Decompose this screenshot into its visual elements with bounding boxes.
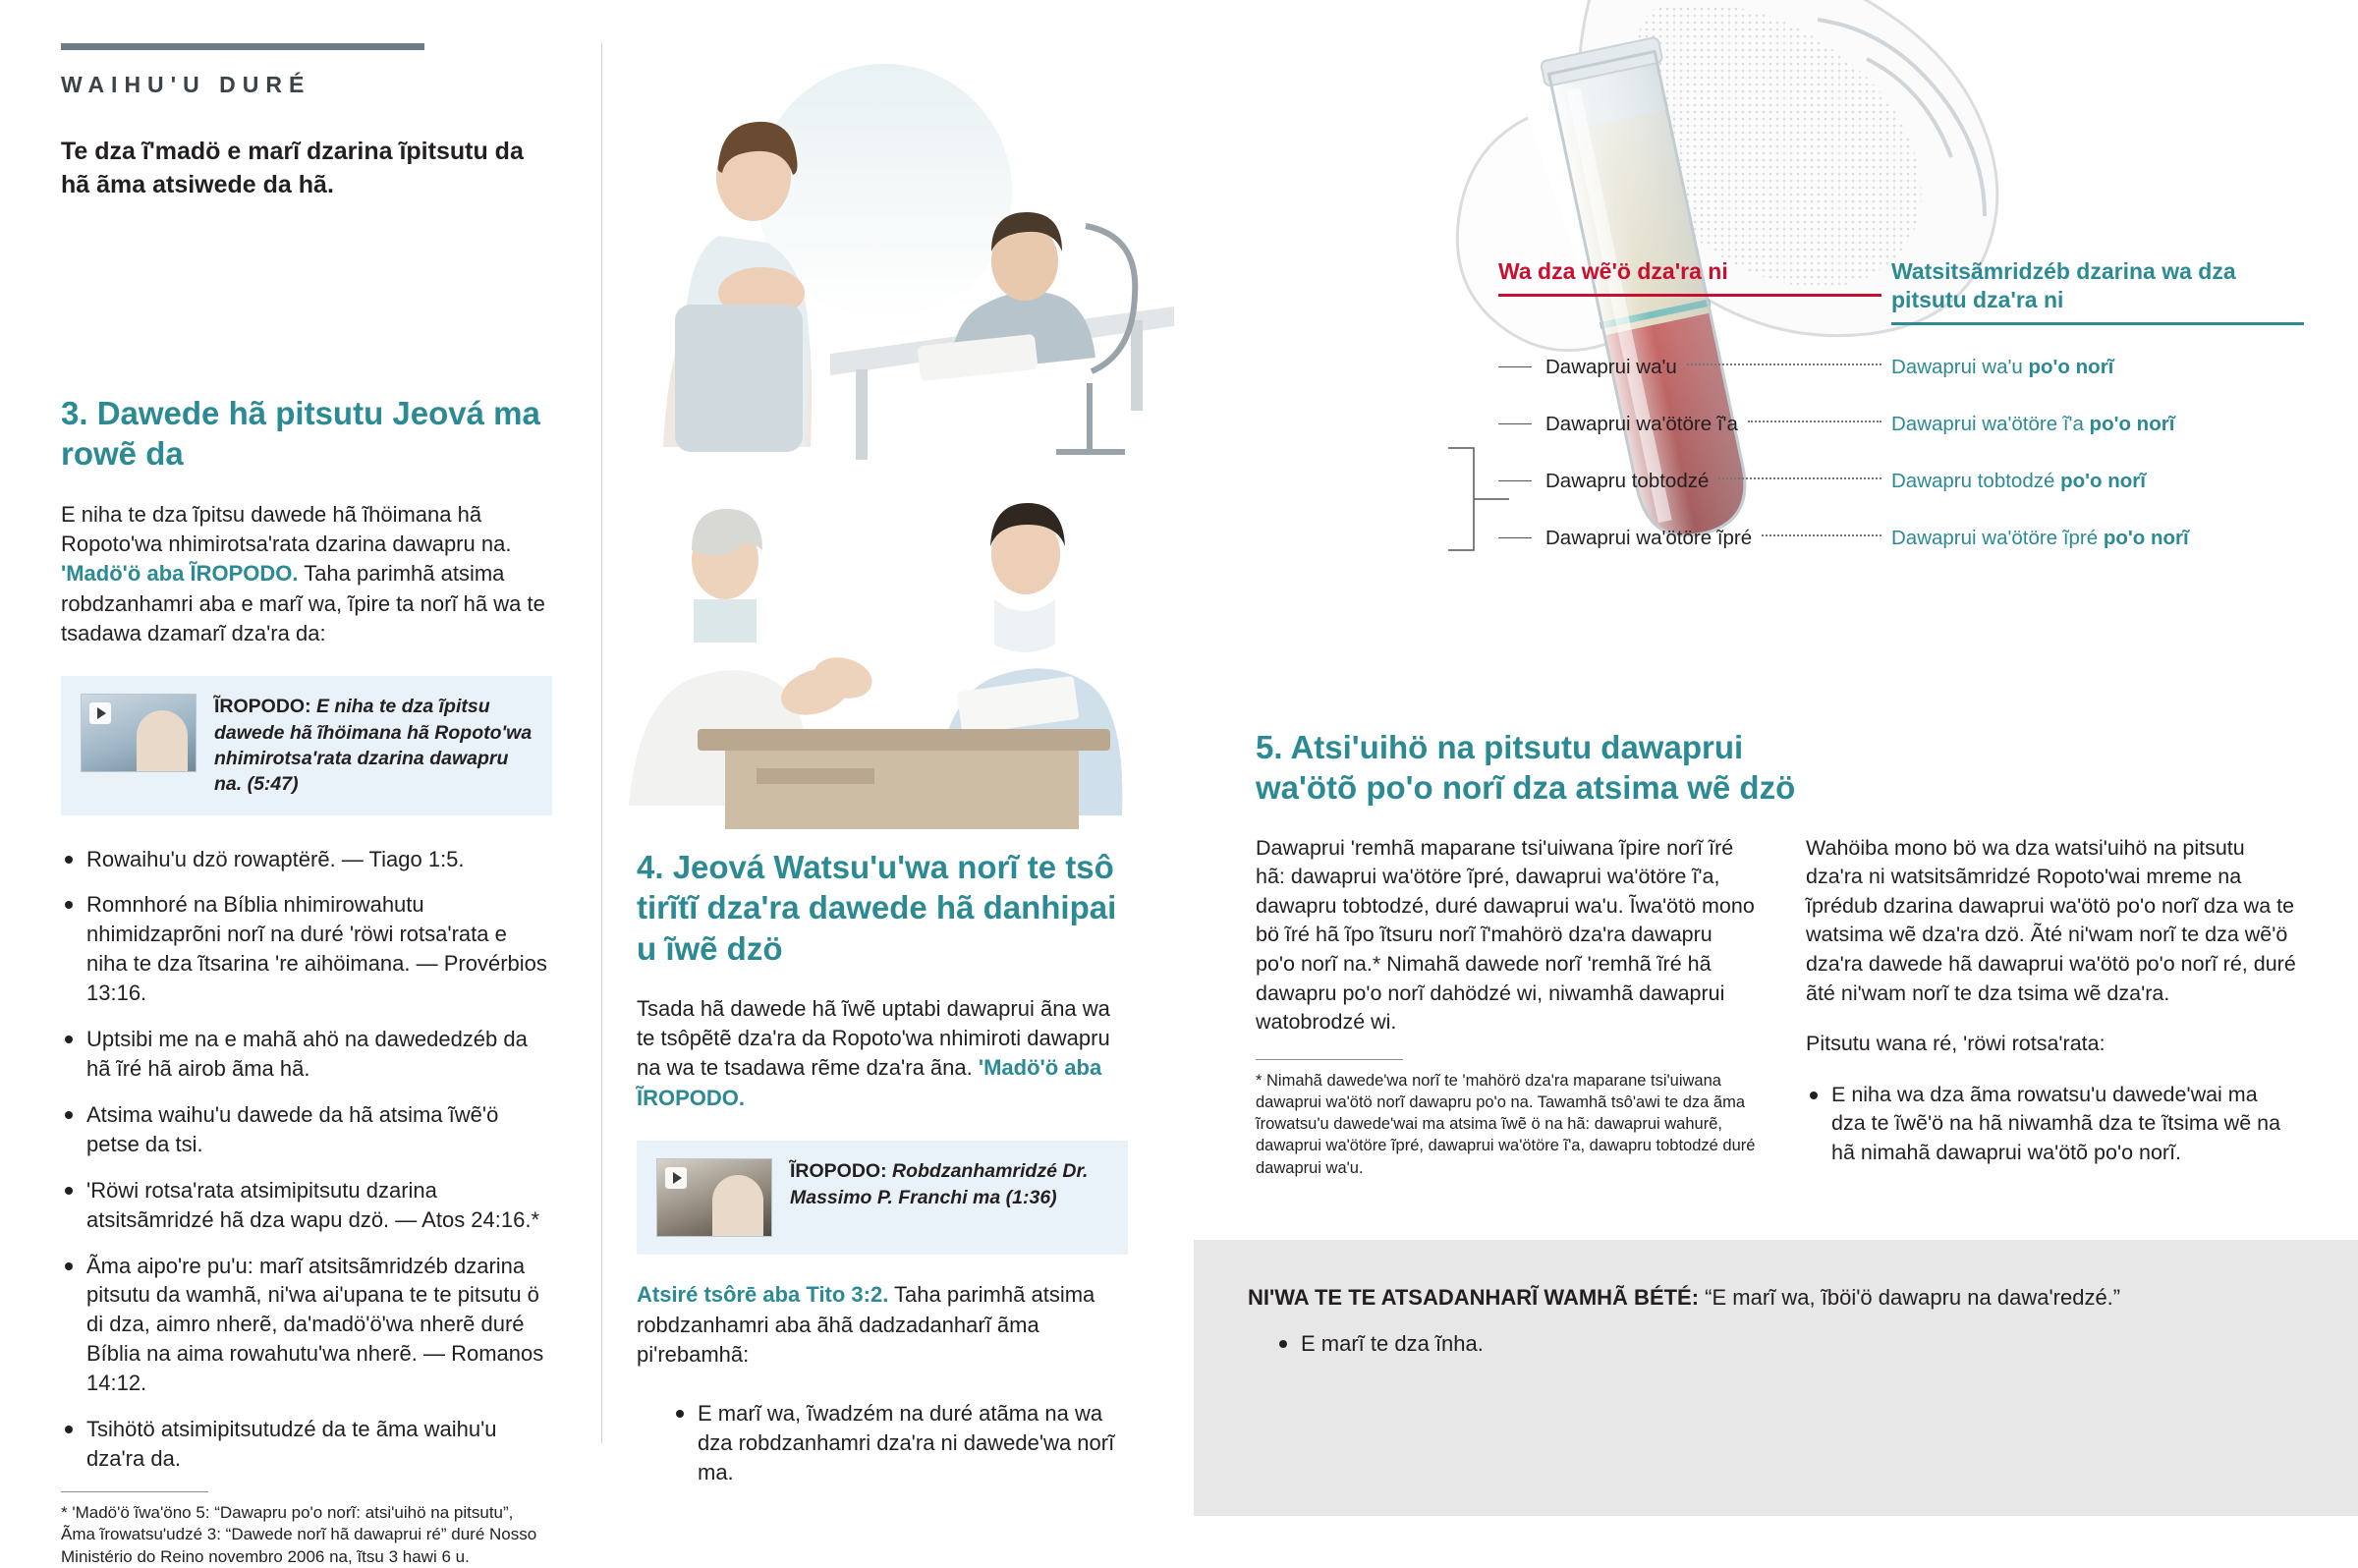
list-item: Romnhoré na Bíblia nhimirowahutu nhimidzaprõni norĩ na duré 'röwi rotsa'rata e niha te dza ĩtsarina 're aihöimana. — Provérbios 13:16. [61,890,552,1008]
section-5-col-1 [1256,834,1757,1184]
section-5-col1-para: Dawaprui 'remhã maparane tsi'uiwana ĩpire norĩ ĩré hã: dawaprui wa'ötöre ĩpré, dawaprui wa'ötöre ĩ'a, dawapru tobtodzé, duré dawaprui wa'u. Ĩwa'ötö mono bö ĩré hã ĩpo ĩtsuru norĩ ĩ'mahörö dza'ra dawapru po'o norĩ na.* Nimahã dawede norĩ 'remhã ĩré hã dawapru po'o norĩ dahödzé wi, niwamhã dawaprui watobrodzé wi. [1256,835,1755,1035]
bottom-callout-label: NI'WA TE TE ATSADANHARĨ WAMHÃ BÉTÉ: [1248,1285,1700,1310]
legend-right-bold: po'o norĩ [2089,412,2175,435]
section-4-heading: 4. Jeová Watsu'u'wa norĩ te tsô tirĩtĩ dza'ra dawede hã danhipai u ĩwẽ dzö [637,849,1117,967]
section-5-bullets [1806,1081,2287,1167]
legend-right-bold: po'o norĩ [2060,469,2146,492]
column-divider [601,43,602,1443]
section-5 [1256,727,2307,1184]
list-item: Tsihötö atsimipitsutudzé da te ãma waihu'u dza'ra da. [61,1415,552,1474]
left-column [61,43,572,202]
legend-right-bold: po'o norĩ [2103,526,2189,549]
section-4-para2-text: Taha parimhã atsima robdzanhamri aba ãhã dadzadanharĩ ãma pi'rebamhã: [637,1282,1095,1367]
section-5-columns [1256,834,2307,1184]
legend-right-label [1891,356,2314,379]
footnote-rule [1256,1059,1403,1060]
legend-row [1498,453,2333,510]
legend-right-plain: Dawaprui wa'u [1891,355,2029,378]
video-caption-1 [214,694,533,797]
list-item: Atsima waihu'u dawede da hã atsima ĩwẽ'ö petse da tsi. [61,1100,552,1159]
section-3-video-link[interactable]: 'Madö'ö aba ĨROPODO. [61,561,299,587]
video-text-1: E niha te dza ĩpitsu dawede hã ĩhöimana hã Ropoto'wa nhimirotsa'rata dzarina dawapru na. (5:47) [214,696,533,796]
leader-line [1498,423,1532,424]
legend-right-plain: Dawaprui wa'ötöre ĩ'a [1891,412,2090,435]
legend-left-label: Dawaprui wa'ötöre ĩpré [1545,526,1753,549]
dotted-leader [1718,477,1881,479]
scripture-link-tito[interactable]: Atsiré tsôrē aba Tito 3:2. [637,1282,889,1308]
thumbnail-person [712,1175,763,1236]
legend-header-left: Wa dza wẽ'ö dza'ra ni [1498,258,1728,284]
section-4-paragraph-2 [637,1280,1128,1370]
section-4-video-link[interactable]: 'Madö'ö aba ĨROPODO. [637,1055,1102,1110]
bottom-callout-box [1194,1240,2358,1516]
legend-row [1498,339,2333,396]
leader-line [1498,366,1532,367]
legend-headers [1498,257,2333,325]
legend-header-left-rule [1498,294,1881,297]
play-icon[interactable] [89,702,111,724]
video-thumbnail-2[interactable] [656,1158,772,1237]
list-item: E marĩ wa, ĩwadzém na duré atãma na wa dza robdzanhamri dza'ra ni dawede'wa norĩ ma. [672,1399,1134,1487]
video-box-2[interactable] [637,1141,1128,1255]
list-item: 'Röwi rotsa'rata atsimipitsutu dzarina atsitsãmridzé hã dza wapu dzö. — Atos 24:16.* [61,1176,552,1235]
legend-bracket [1444,440,1513,558]
play-icon[interactable] [665,1167,687,1189]
section-3 [61,393,572,1568]
section-3-para-part1: E niha te dza ĩpitsu dawede hã ĩhöimana hã Ropoto'wa nhimirotsa'rata dzarina dawapru na. [61,501,512,556]
legend-right-label [1891,413,2314,436]
section-3-para-part2: Taha parimhã atsima robdzanhamri aba e marĩ wa, ĩpire ta norĩ hã wa te tsadawa dzamarĩ dza'ra da: [61,561,545,645]
footnote-rule [61,1491,208,1492]
section-4-paragraph [637,994,1128,1113]
footnote-text: * Nimahã dawede'wa norĩ te 'mahörö dza'ra maparane tsi'uiwana dawaprui wa'ötö norĩ dawapru po'o na. Tawamhã tsô'awi te dza ãma ĩrowatsu'u dawede'wai ma atsima ĩwẽ ö na hã: dawaprui wahurẽ, dawaprui wa'ötöre ĩpré, dawaprui wa'ötöre ĩ'a, dawapru tobtodzé duré dawaprui wa'u. [1256,1072,1756,1177]
legend-right-label [1891,527,2314,550]
illustration-doctor-patient-scene [609,481,1179,835]
video-thumbnail-1[interactable] [81,694,196,772]
list-item: Rowaihu'u dzö rowaptërẽ. — Tiago 1:5. [61,845,552,874]
legend-right-label [1891,470,2314,493]
legend-rows [1498,339,2333,567]
legend-table [1498,257,2333,567]
legend-right-plain: Dawaprui wa'ötöre ĩpré [1891,526,2104,549]
section-5-col2-para-2: Pitsutu wana ré, 'röwi rotsa'rata: [1806,1032,2105,1056]
legend-header-right: Watsitsãmridzéb dzarina wa dza pitsutu dza'ra ni [1891,258,2236,312]
section-5-col-2 [1806,834,2307,1184]
list-item: Ãma aipo're pu'u: marĩ atsitsãmridzéb dzarina pitsutu da wamhã, ni'wa ai'upana te te pitsutu ö di dza, aimro nherẽ, da'madö'ö'wa nherẽ duré Bíblia na aima rowahutu'wa nherẽ. — Romanos 14:12. [61,1252,552,1399]
section-5-footnote [1256,1059,1757,1179]
top-rule [61,43,424,50]
video-label-1: ĨROPODO: [214,696,311,718]
legend-row [1498,396,2333,453]
bottom-callout-quote: “E marĩ wa, ĩböi'ö dawapru na dawa'redzé.” [1699,1285,2121,1310]
video-caption-2 [790,1158,1108,1210]
thumbnail-person [137,710,188,771]
footnote-text: * 'Madö'ö ĩwa'öno 5: “Dawapru po'o norĩ: atsi'uihö na pitsutu”, Ãma ĩrowatsu'udzé 3: “Dawede norĩ hã dawaprui ré” duré Nosso Ministério do Reino novembro 2006 na, ĩtsu 3 hawi 6 u. [61,1502,537,1566]
section-4-para-part1: Tsada hã dawede hã ĩwẽ uptabi dawaprui ãna wa te tsôpẽtẽ dza'ra da Ropoto'wa nhimiroti dawapru na wa te tsadawa rẽme dza'ra ãna. [637,995,1110,1081]
section-3-bullets [61,845,552,1474]
section-4 [637,847,1138,1504]
video-label-2: ĨROPODO: [790,1160,887,1183]
section-5-heading: 5. Atsi'uihö na pitsutu dawaprui wa'ötõ po'o norĩ dza atsima wẽ dzö [1256,729,1796,807]
section-4-bullets [672,1399,1134,1487]
list-item: E niha wa dza ãma rowatsu'u dawede'wai ma dza te ĩwẽ'ö na hã niwamhã dza te ĩtsima wẽ na hã nimahã dawaprui wa'ötõ po'o norĩ. [1806,1081,2287,1167]
dotted-leader [1748,420,1881,422]
legend-left-label: Dawaprui wa'u [1545,355,1677,378]
legend-header-right-rule [1891,322,2304,325]
dotted-leader [1762,534,1881,536]
section-3-heading: 3. Dawede hã pitsutu Jeová ma rowẽ da [61,395,540,473]
legend-right-bold: po'o norĩ [2028,355,2114,378]
legend-left-label: Dawapru tobtodzé [1545,469,1710,492]
section-3-footnote [61,1491,552,1568]
bottom-callout-bullets [1275,1329,1767,1359]
bottom-callout-text [1248,1283,2304,1314]
video-text-2: Robdzanhamridzé Dr. Massimo P. Franchi ma (1:36) [790,1160,1089,1208]
kicker-label: WAIHU'U DURÉ [61,72,311,97]
section-5-col2-para-1: Wahöiba mono bö wa dza watsi'uihö na pitsutu dza'ra ni watsitsãmridzé Ropoto'wai mreme na ĩprédub dzarina dawaprui wa'ötö po'o norĩ dza wa te watsima wẽ dza'ra dzö. Ãté ni'wam norĩ te dza wẽ'ö dza'ra dawede hã dawaprui wa'ötö po'o norĩ ré, duré ãté ni'wam norĩ te dza tsima wẽ dza'ra. [1806,835,2296,1005]
dotted-leader [1687,364,1881,365]
section-3-paragraph [61,500,552,649]
legend-row [1498,510,2333,567]
intro-text: Te dza ĩ'madö e marĩ dzarina ĩpitsutu da hã ãma atsiwede da hã. [61,138,524,198]
video-box-1[interactable] [61,676,552,814]
legend-left-label: Dawaprui wa'ötöre ĩ'a [1545,412,1738,435]
list-item: Uptsibi me na e mahã ahö na dawededzéb da hã ĩré hã airob ãma hã. [61,1025,552,1084]
legend-right-plain: Dawapru tobtodzé [1891,469,2061,492]
list-item: E marĩ te dza ĩnha. [1275,1329,1767,1359]
illustration-counseling-scene [624,59,1174,481]
